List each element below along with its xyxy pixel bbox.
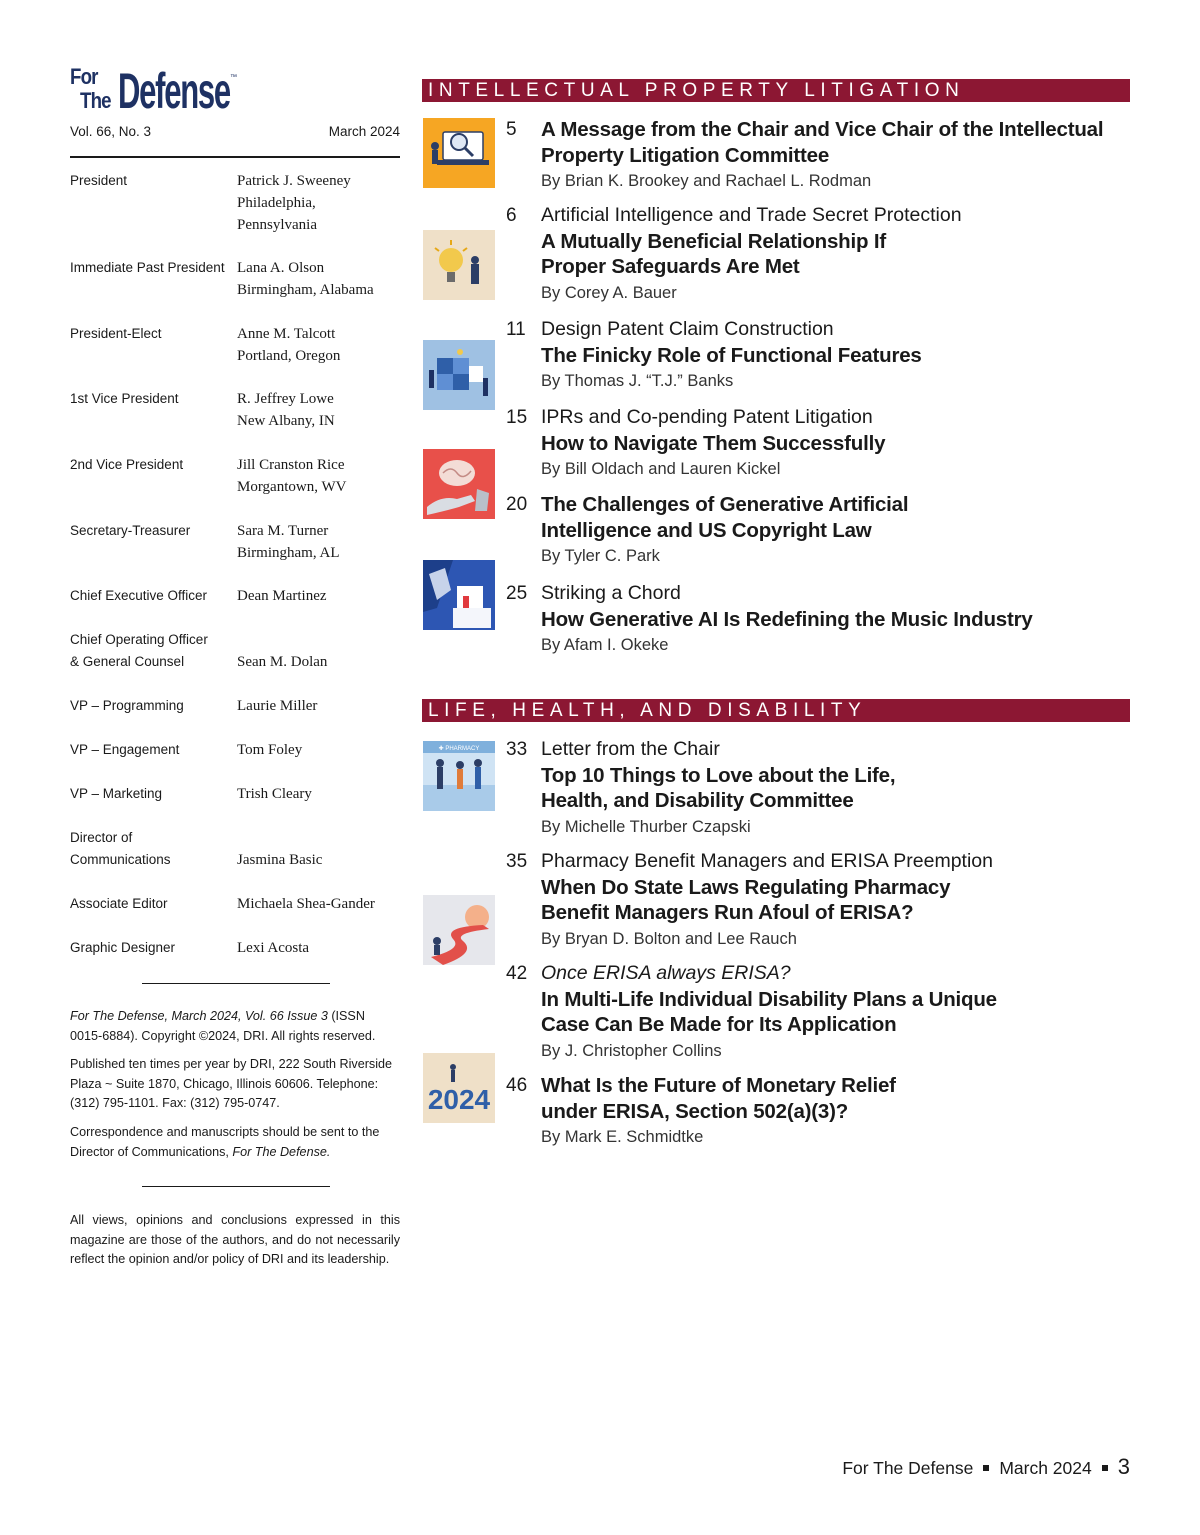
pharmacy-sign-text: ✚ PHARMACY xyxy=(438,746,480,752)
thumbnail-laptop-magnifier xyxy=(423,118,495,188)
bullet-square-icon xyxy=(983,1465,989,1471)
officer-role: VP – Marketing xyxy=(70,786,163,801)
issue-date: March 2024 xyxy=(328,124,400,139)
article-title: In Multi-Life Individual Disability Plans a Unique Case Can Be Made for Its Application xyxy=(541,987,997,1036)
page-number: 5 xyxy=(506,119,517,140)
officer-name: Laurie Miller xyxy=(237,698,318,714)
article-title: How Generative AI Is Redefining the Music Industry xyxy=(541,607,1033,631)
article-kicker: Once ERISA always ERISA? xyxy=(541,962,791,984)
thumbnail-pharmacy xyxy=(423,741,495,811)
officer-role: Chief Operating Officer & General Counsel xyxy=(70,632,208,669)
article-kicker: Artificial Intelligence and Trade Secret Protection xyxy=(541,204,962,226)
correspondence-text: Correspondence and manuscripts should be sent to the Director of Communications, xyxy=(70,1125,380,1159)
thumbnail-2024 xyxy=(423,1053,495,1123)
article-kicker: Letter from the Chair xyxy=(541,738,720,760)
puzzle-team-icon xyxy=(423,340,495,410)
article-byline: By Afam I. Okeke xyxy=(541,636,669,654)
article-kicker: IPRs and Co-pending Patent Litigation xyxy=(541,406,873,428)
article-kicker: Striking a Chord xyxy=(541,582,681,604)
officer-name: Michaela Shea-Gander xyxy=(237,896,375,912)
article-byline: By Brian K. Brookey and Rachael L. Rodman xyxy=(541,172,872,190)
officer-role: President-Elect xyxy=(70,326,162,341)
article-byline: By Corey A. Bauer xyxy=(541,283,677,302)
officer-name: Sara M. Turner Birmingham, AL xyxy=(237,523,340,561)
officer-name: Lana A. Olson Birmingham, Alabama xyxy=(237,260,374,298)
section-heading-lhd: LIFE, HEALTH, AND DISABILITY xyxy=(422,699,1130,722)
footer-page-number: 3 xyxy=(1117,1454,1130,1479)
divider xyxy=(142,983,330,984)
page-footer xyxy=(842,1455,1130,1480)
thumbnail-lightbulb xyxy=(423,230,495,300)
officer-name: Jill Cranston Rice Morgantown, WV xyxy=(237,457,347,495)
correspondence-italic: For The Defense. xyxy=(232,1144,331,1159)
disclaimer: All views, opinions and conclusions expressed in this magazine are those of the authors, and do not necessarily reflect the opinion and/or policy of DRI and its leadership. xyxy=(70,1213,400,1266)
officer-role: VP – Engagement xyxy=(70,742,180,757)
officer-name: Trish Cleary xyxy=(237,786,312,802)
officer-name: Lexi Acosta xyxy=(237,940,310,956)
correspondence-info xyxy=(70,1123,400,1162)
article-title: How to Navigate Them Successfully xyxy=(541,431,886,455)
logo-defense: Defense xyxy=(118,63,230,119)
page-number: 33 xyxy=(506,739,528,760)
thumbnail-path xyxy=(423,895,495,965)
officer-role: President xyxy=(70,173,128,188)
issue-line xyxy=(70,124,400,139)
footer-date: March 2024 xyxy=(999,1458,1092,1478)
page-number: 15 xyxy=(506,407,528,428)
magazine-logo xyxy=(70,63,240,119)
thumbnail-puzzle-team xyxy=(423,340,495,410)
page-number: 42 xyxy=(506,963,528,984)
article-byline: By Bill Oldach and Lauren Kickel xyxy=(541,460,781,478)
officer-name: Anne M. Talcott Portland, Oregon xyxy=(237,326,341,364)
officer-name: Sean M. Dolan xyxy=(237,654,328,670)
article-title: When Do State Laws Regulating Pharmacy Benefit Managers Run Afoul of ERISA? xyxy=(541,875,951,924)
section-heading-ip: INTELLECTUAL PROPERTY LITIGATION xyxy=(422,79,1130,102)
officer-role: 2nd Vice President xyxy=(70,457,184,472)
article-byline: By Tyler C. Park xyxy=(541,547,660,565)
citation-text xyxy=(70,1007,400,1046)
volume-number: Vol. 66, No. 3 xyxy=(70,124,152,139)
officer-role: Associate Editor xyxy=(70,896,168,911)
logo-the: The xyxy=(80,88,111,113)
footer-magazine: For The Defense xyxy=(842,1458,974,1478)
article-title: The Finicky Role of Functional Features xyxy=(541,343,922,367)
page-number: 46 xyxy=(506,1075,528,1096)
page-number: 20 xyxy=(506,494,528,515)
divider xyxy=(142,1186,330,1187)
winding-path-icon xyxy=(423,895,495,965)
officer-name: Jasmina Basic xyxy=(237,852,323,868)
robot-piano-icon xyxy=(423,560,495,630)
publisher-info: Published ten times per year by DRI, 222 South Riverside Plaza ~ Suite 1870, Chicago, Illinois 60606. Telephone: (312) 795-1101. Fax: (312) 795-0747. xyxy=(70,1057,393,1110)
officer-role: Immediate Past President xyxy=(70,260,225,275)
officer-name: Dean Martinez xyxy=(237,588,327,604)
article-title: A Message from the Chair and Vice Chair of the Intellectual Property Litigation Committee xyxy=(541,118,1104,167)
officer-name: Patrick J. Sweeney Philadelphia, Pennsylvania xyxy=(237,173,351,233)
page-number: 25 xyxy=(506,583,528,604)
officer-role: Chief Executive Officer xyxy=(70,588,208,603)
article-title: What Is the Future of Monetary Relief under ERISA, Section 502(a)(3)? xyxy=(541,1074,896,1123)
logo-for: For xyxy=(70,64,98,89)
article-title: The Challenges of Generative Artificial Intelligence and US Copyright Law xyxy=(541,493,909,542)
masthead-rule xyxy=(70,156,400,158)
officer-role: Secretary-Treasurer xyxy=(70,523,191,538)
citation-rest: (ISSN 0015-6884). Copyright ©2024, DRI. All rights reserved. xyxy=(70,1009,376,1043)
laptop-magnifier-icon xyxy=(423,118,495,188)
article-byline: By J. Christopher Collins xyxy=(541,1041,722,1060)
year-2024-icon xyxy=(423,1053,495,1123)
lightbulb-icon xyxy=(423,230,495,300)
year-text: 2024 xyxy=(427,1084,491,1115)
pharmacy-counter-icon xyxy=(423,741,495,811)
bullet-square-icon xyxy=(1102,1465,1108,1471)
article-kicker: Pharmacy Benefit Managers and ERISA Preemption xyxy=(541,850,993,872)
officer-role: Graphic Designer xyxy=(70,940,176,955)
article-title: Top 10 Things to Love about the Life, Health, and Disability Committee xyxy=(541,763,896,812)
article-title: A Mutually Beneficial Relationship If Proper Safeguards Are Met xyxy=(541,229,886,278)
officer-role: Director of Communications xyxy=(70,830,171,867)
thumbnail-robot-piano xyxy=(423,560,495,630)
thumbnail-brain-robot xyxy=(423,449,495,519)
brain-robot-hand-icon xyxy=(423,449,495,519)
page-number: 35 xyxy=(506,851,528,872)
page-number: 6 xyxy=(506,205,517,226)
officer-name: Tom Foley xyxy=(237,742,303,758)
page-number: 11 xyxy=(506,319,526,340)
citation-italic: For The Defense, March 2024, Vol. 66 Issue 3 xyxy=(70,1009,328,1023)
logo-trademark: ™ xyxy=(230,74,237,81)
officer-role: VP – Programming xyxy=(70,698,184,713)
article-byline: By Mark E. Schmidtke xyxy=(541,1128,704,1146)
article-byline: By Michelle Thurber Czapski xyxy=(541,817,751,836)
officer-name: R. Jeffrey Lowe New Albany, IN xyxy=(237,391,335,429)
article-byline: By Thomas J. “T.J.” Banks xyxy=(541,372,734,390)
article-byline: By Bryan D. Bolton and Lee Rauch xyxy=(541,929,797,948)
article-kicker: Design Patent Claim Construction xyxy=(541,318,834,340)
officer-role: 1st Vice President xyxy=(70,391,179,406)
